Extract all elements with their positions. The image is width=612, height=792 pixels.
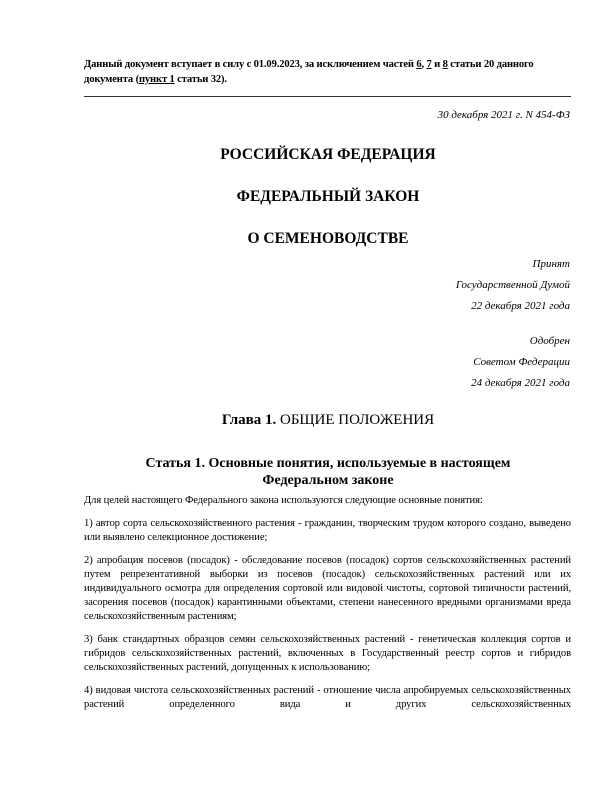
law-identifier: 30 декабря 2021 г. N 454-ФЗ (437, 109, 570, 121)
effective-date-notice (84, 57, 572, 87)
link-part-7[interactable]: 7 (426, 59, 432, 70)
definition-paragraph: 2) апробация посевов (посадок) - обследование посевов (посадок) сортов сельскохозяйственных растений путем репрезентативной выборки из посевов (посадок) сельскохозяйственных растений или их индивидуального осмотра для определения сортовой или видовой чистоты, сортовой типичности растений, засорения посевов (посадок) карантинными объектами, степени нанесенного вредными организмами вреда сельскохозяйственным растениям; (84, 555, 571, 622)
chapter-title: ОБЩИЕ ПОЛОЖЕНИЯ (279, 412, 435, 428)
country-heading: РОССИЙСКАЯ ФЕДЕРАЦИЯ (220, 146, 436, 163)
link-part-8[interactable]: 8 (442, 59, 448, 70)
law-title-heading: О СЕМЕНОВОДСТВЕ (247, 230, 409, 247)
definition-paragraph: 1) автор сорта сельскохозяйственного растения - гражданин, творческим трудом которого создано, выведено или выявлено селекционное достижение; (84, 518, 571, 543)
article-body (84, 494, 571, 721)
law-type-heading: ФЕДЕРАЛЬНЫЙ ЗАКОН (236, 188, 420, 205)
header-divider (84, 96, 571, 97)
approved-label: Одобрен (529, 335, 570, 347)
link-part-6[interactable]: 6 (416, 59, 422, 70)
approved-by: Советом Федерации (473, 356, 570, 368)
article-heading: Статья 1. Основные понятия, используемые в настоящем Федеральном законе (145, 456, 511, 488)
definition-paragraph: 4) видовая чистота сельскохозяйственных растений - отношение числа апробируемых сельскохозяйственных растений определенного вида и других сельскохозяйственных (84, 685, 571, 710)
adopted-by: Государственной Думой (455, 279, 570, 291)
adopted-date: 22 декабря 2021 года (471, 300, 570, 312)
chapter-heading (84, 412, 572, 429)
approval-block (471, 331, 570, 394)
notice-text: статьи 20 данного документа ( (84, 59, 534, 85)
definition-paragraph: 3) банк стандартных образцов семян сельскохозяйственных растений - генетическая коллекция сортов и гибридов сельскохозяйственных растений, включенных в Государственный реестр сортов и гибридов сельскохозяйственных растений, допущенных к использованию; (84, 634, 571, 673)
adoption-block (456, 254, 570, 317)
notice-text: статьи 32). (174, 74, 227, 85)
notice-text: Данный документ вступает в силу с 01.09.2023, за исключением частей (84, 59, 417, 70)
approved-date: 24 декабря 2021 года (471, 377, 570, 389)
adopted-label: Принят (532, 258, 570, 270)
chapter-number: Глава 1. (221, 412, 277, 428)
intro-paragraph: Для целей настоящего Федерального закона используются следующие основные понятия: (84, 495, 483, 506)
notice-sep: и (431, 59, 443, 70)
link-punkt-1[interactable]: пункт 1 (138, 74, 175, 85)
notice-sep: , (421, 59, 427, 70)
